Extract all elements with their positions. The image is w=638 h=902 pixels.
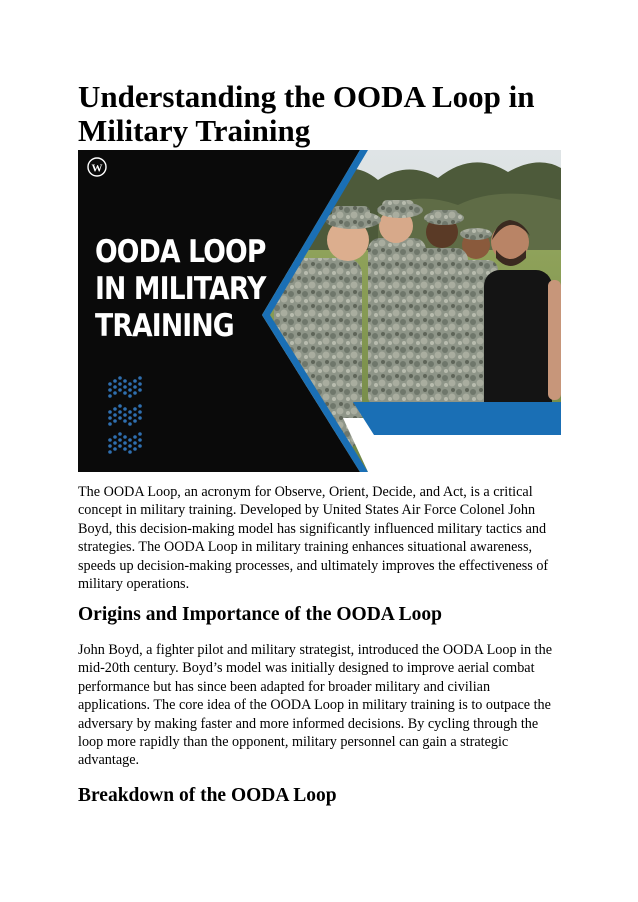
origins-paragraph: John Boyd, a fighter pilot and military strategist, introduced the OODA Loop in the mid-20th century. Boyd’s model was initially designed to improve aerial combat performance but has since been adapted for broader military and civilian applications. The core idea of the OODA Loop in military training is to outpace the adversary by making faster and more informed decisions. By cycling through the loop more rapidly than the opponent, military personnel can gain a strategic advantage. bbox=[78, 642, 553, 769]
section-heading-origins: Origins and Importance of the OODA Loop bbox=[78, 604, 443, 625]
section-heading-breakdown: Breakdown of the OODA Loop bbox=[78, 785, 337, 806]
intro-paragraph: The OODA Loop, an acronym for Observe, Orient, Decide, and Act, is a critical concept in military training. Developed by United States Air Force Colonel John Boyd, this decision-making model has significantly influenced military tactics and strategies. The OODA Loop in military training enhances situational awareness, speeds up decision-making processes, and ultimately improves the effectiveness of military operations. bbox=[78, 484, 549, 593]
svg-text:W: W bbox=[91, 162, 103, 175]
hero-image bbox=[78, 150, 561, 472]
hero-headline: OODA LOOP IN MILITARY TRAINING bbox=[95, 234, 266, 344]
article-title: Understanding the OODA Loop in Military Training bbox=[78, 79, 535, 148]
brand-logo-icon bbox=[88, 158, 106, 176]
